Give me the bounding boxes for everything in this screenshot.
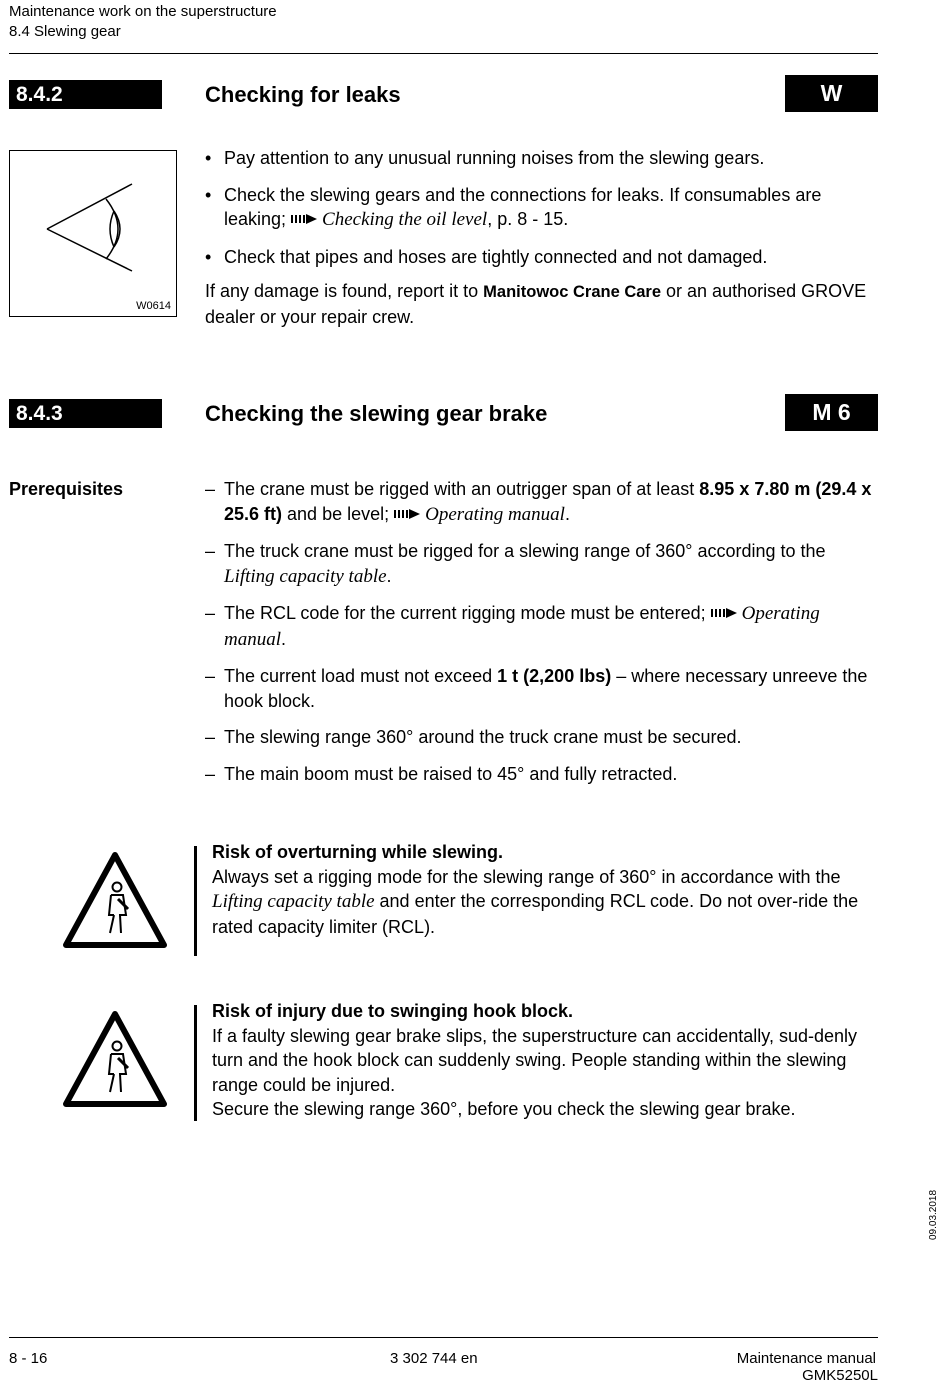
prerequisites-list	[205, 477, 880, 798]
prerequisites-label: Prerequisites	[9, 479, 124, 499]
crane-care-name: Manitowoc Crane Care	[483, 283, 662, 301]
warning-bar	[194, 846, 197, 956]
warning-triangle-icon	[62, 851, 168, 949]
warning-body: Always set a rigging mode for the slewing range of 360° in accordance with the Lifting capacity table and enter the corresponding RCL code. Do not over-ride the rated capacity limiter (RCL).	[212, 866, 859, 937]
warning-triangle-icon	[62, 1010, 168, 1108]
section-number-843: 8.4.3	[9, 399, 162, 428]
damage-report-text: If any damage is found, report it to Manitowoc Crane Care or an authorised GROVE dealer or your repair crew.	[205, 281, 867, 327]
cross-reference[interactable]: Operating manual	[425, 503, 565, 525]
list-item: • Check the slewing gears and the connections for leaks. If consumables are leaking; Checking the oil level, p. 8 - 15.	[205, 184, 822, 230]
list-item: – The crane must be rigged with an outrigger span of at least 8.95 x 7.80 m (29.4 x 25.6 ft) and be level; Operating manual.	[205, 479, 872, 525]
list-item: • Check that pipes and hoses are tightly connected and not damaged.	[205, 246, 768, 267]
section-number-842: 8.4.2	[9, 80, 162, 109]
warning-body: If a faulty slewing gear brake slips, the superstructure can accidentally, sud-denly turn and the hook block can suddenly swing. People standing within the slewing range could be injured.	[212, 1025, 857, 1095]
warning-bar	[194, 1005, 197, 1121]
crane-model: GMK5250L	[802, 1367, 878, 1384]
list-item: – The slewing range 360° around the truck crane must be secured.	[205, 727, 742, 747]
reference-arrow-icon	[711, 606, 737, 620]
cross-reference[interactable]: Operating manual	[224, 603, 820, 650]
list-item: – The truck crane must be rigged for a slewing range of 360° according to the Lifting capacity table.	[205, 541, 826, 587]
revision-date: 09.03.2018	[928, 1189, 939, 1240]
warning-title: Risk of overturning while slewing.	[212, 842, 504, 862]
header-section: 8.4 Slewing gear	[9, 23, 121, 40]
cross-reference[interactable]: Checking the oil level	[322, 209, 488, 230]
header-rule	[9, 53, 878, 54]
header-chapter: Maintenance work on the superstructure	[9, 3, 277, 20]
interval-badge-842: W	[785, 75, 878, 112]
eye-icon	[10, 151, 176, 316]
leak-check-list	[205, 146, 880, 281]
footer-rule	[9, 1337, 878, 1338]
list-item: – The RCL code for the current rigging mode must be entered; Operating manual.	[205, 603, 820, 650]
manual-name: Maintenance manual	[736, 1350, 876, 1367]
list-item: – The main boom must be raised to 45° and fully retracted.	[205, 763, 678, 784]
warning-hook-block	[212, 999, 880, 1122]
cross-reference[interactable]: Lifting capacity table	[224, 565, 387, 587]
interval-badge-843: M 6	[785, 394, 878, 431]
list-item: – The current load must not exceed 1 t (2,200 lbs) – where necessary unreeve the hook block.	[205, 666, 868, 711]
warning-instruction: Secure the slewing range 360°, before you check the slewing gear brake.	[212, 1099, 796, 1119]
figure-code: W0614	[136, 300, 171, 312]
section-title-842: Checking for leaks	[205, 82, 401, 107]
eye-inspection-figure	[9, 150, 177, 317]
document-number: 3 302 744 en	[390, 1350, 478, 1367]
warning-title: Risk of injury due to swinging hook block.	[212, 1001, 574, 1021]
list-item: • Pay attention to any unusual running noises from the slewing gears.	[205, 148, 765, 168]
page-number: 8 - 16	[9, 1350, 48, 1367]
reference-arrow-icon	[291, 212, 317, 226]
reference-arrow-icon	[394, 507, 420, 521]
cross-reference[interactable]: Lifting capacity table	[212, 891, 375, 912]
section-title-843: Checking the slewing gear brake	[205, 401, 548, 426]
warning-overturning	[212, 840, 880, 939]
